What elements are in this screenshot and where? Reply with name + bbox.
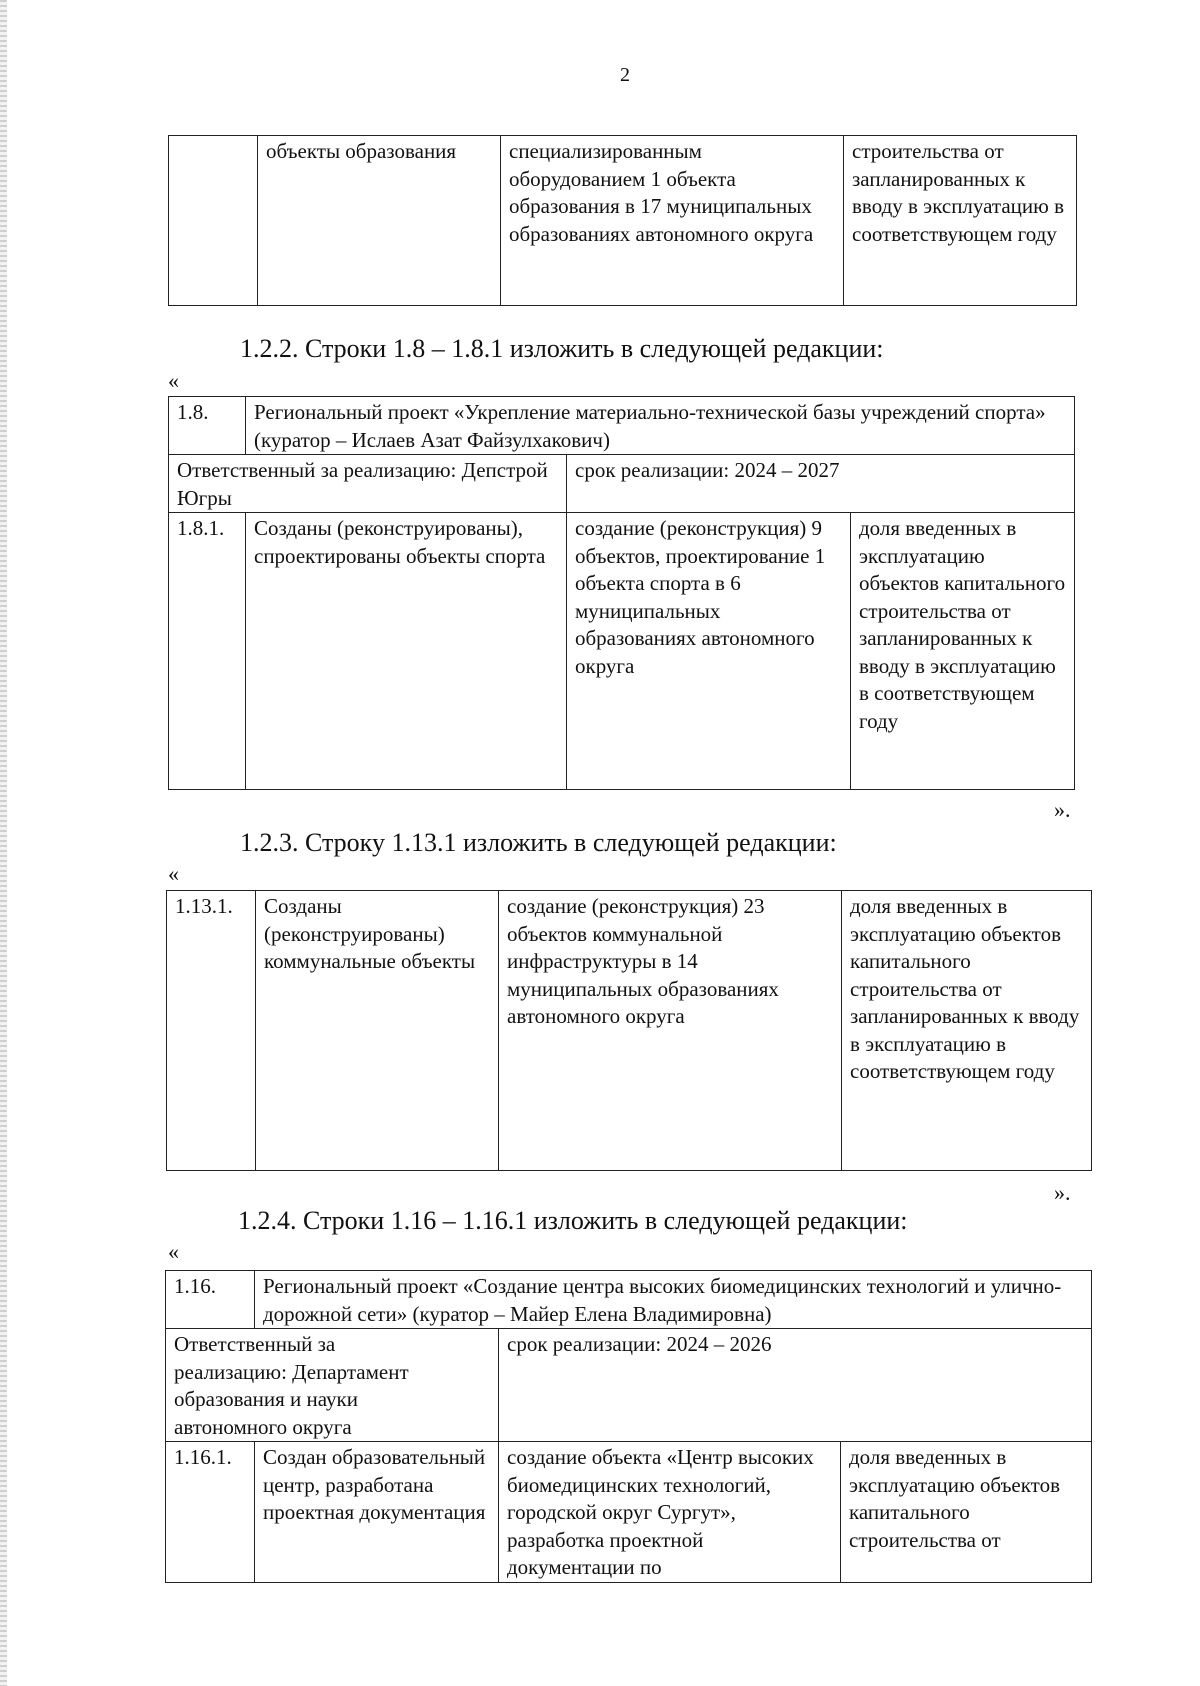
deadline: срок реализации: 2024 – 2026	[499, 1329, 1092, 1442]
table-row	[169, 397, 1075, 455]
responsible: Ответственный за реализацию: Департамент образования и науки автономного округа	[166, 1329, 499, 1442]
project-title: Региональный проект «Укрепление материально-технической базы учреждений спорта» (куратор – Ислаев Азат Файзулхакович)	[246, 397, 1075, 455]
open-quote: «	[168, 861, 179, 886]
table-row	[166, 1271, 1092, 1329]
table-cell: специализированным оборудованием 1 объекта образования в 17 муниципальных образованиях автономного округа	[501, 136, 844, 306]
section-heading: 1.2.2. Строки 1.8 – 1.8.1 изложить в следующей редакции:	[240, 334, 884, 363]
indicator-cell: доля введенных в эксплуатацию объектов капитального строительства от	[841, 1442, 1092, 1583]
table-section-1-2-3	[166, 890, 1092, 1171]
open-quote: «	[168, 1239, 179, 1264]
indicator-cell: доля введенных в эксплуатацию объектов капитального строительства от запланированных к вводу в эксплуатацию в соответствующем году	[842, 891, 1092, 1171]
table-section-1-2-2	[168, 396, 1075, 790]
project-title: Региональный проект «Создание центра высоких биомедицинских технологий и улично-дорожной сети» (куратор – Майер Елена Владимировна)	[255, 1271, 1092, 1329]
description-cell: создание (реконструкция) 23 объектов коммунальной инфраструктуры в 14 муниципальных образованиях автономного округа	[499, 891, 842, 1171]
result-cell: Созданы (реконструированы), спроектированы объекты спорта	[246, 513, 567, 790]
table-row	[167, 891, 1092, 1171]
row-number: 1.13.1.	[167, 891, 256, 1171]
page-number: 2	[620, 64, 630, 86]
close-quote: ».	[1054, 1180, 1071, 1205]
indicator-cell: доля введенных в эксплуатацию объектов капитального строительства от запланированных к вводу в эксплуатацию в соответствующем году	[851, 513, 1075, 790]
table-section-1-2-4	[165, 1270, 1092, 1583]
close-quote: ».	[1054, 797, 1071, 822]
description-cell: создание объекта «Центр высоких биомедицинских технологий, городской округ Сургут», разработка проектной документации по	[499, 1442, 841, 1583]
result-cell: Созданы (реконструированы) коммунальные объекты	[256, 891, 499, 1171]
scan-edge	[0, 0, 7, 1686]
deadline: срок реализации: 2024 – 2027	[567, 455, 1075, 513]
table-row	[169, 455, 1075, 513]
row-number: 1.8.	[169, 397, 246, 455]
description-cell: создание (реконструкция) 9 объектов, проектирование 1 объекта спорта в 6 муниципальных образованиях автономного округа	[567, 513, 851, 790]
responsible: Ответственный за реализацию: Депстрой Югры	[169, 455, 567, 513]
table-row	[169, 513, 1075, 790]
open-quote: «	[168, 368, 179, 393]
section-heading: 1.2.3. Строку 1.13.1 изложить в следующей редакции:	[240, 828, 837, 857]
table-row	[166, 1329, 1092, 1442]
row-number: 1.16.	[166, 1271, 255, 1329]
row-number: 1.8.1.	[169, 513, 246, 790]
table-row	[169, 136, 1077, 306]
table-cell: строительства от запланированных к вводу в эксплуатацию в соответствующем году	[844, 136, 1077, 306]
section-heading: 1.2.4. Строки 1.16 – 1.16.1 изложить в следующей редакции:	[238, 1206, 908, 1235]
row-number: 1.16.1.	[166, 1442, 255, 1583]
table-cell: объекты образования	[258, 136, 501, 306]
table-row	[166, 1442, 1092, 1583]
table-cell	[169, 136, 258, 306]
table-continuation	[168, 135, 1077, 306]
result-cell: Создан образовательный центр, разработана проектная документация	[255, 1442, 499, 1583]
